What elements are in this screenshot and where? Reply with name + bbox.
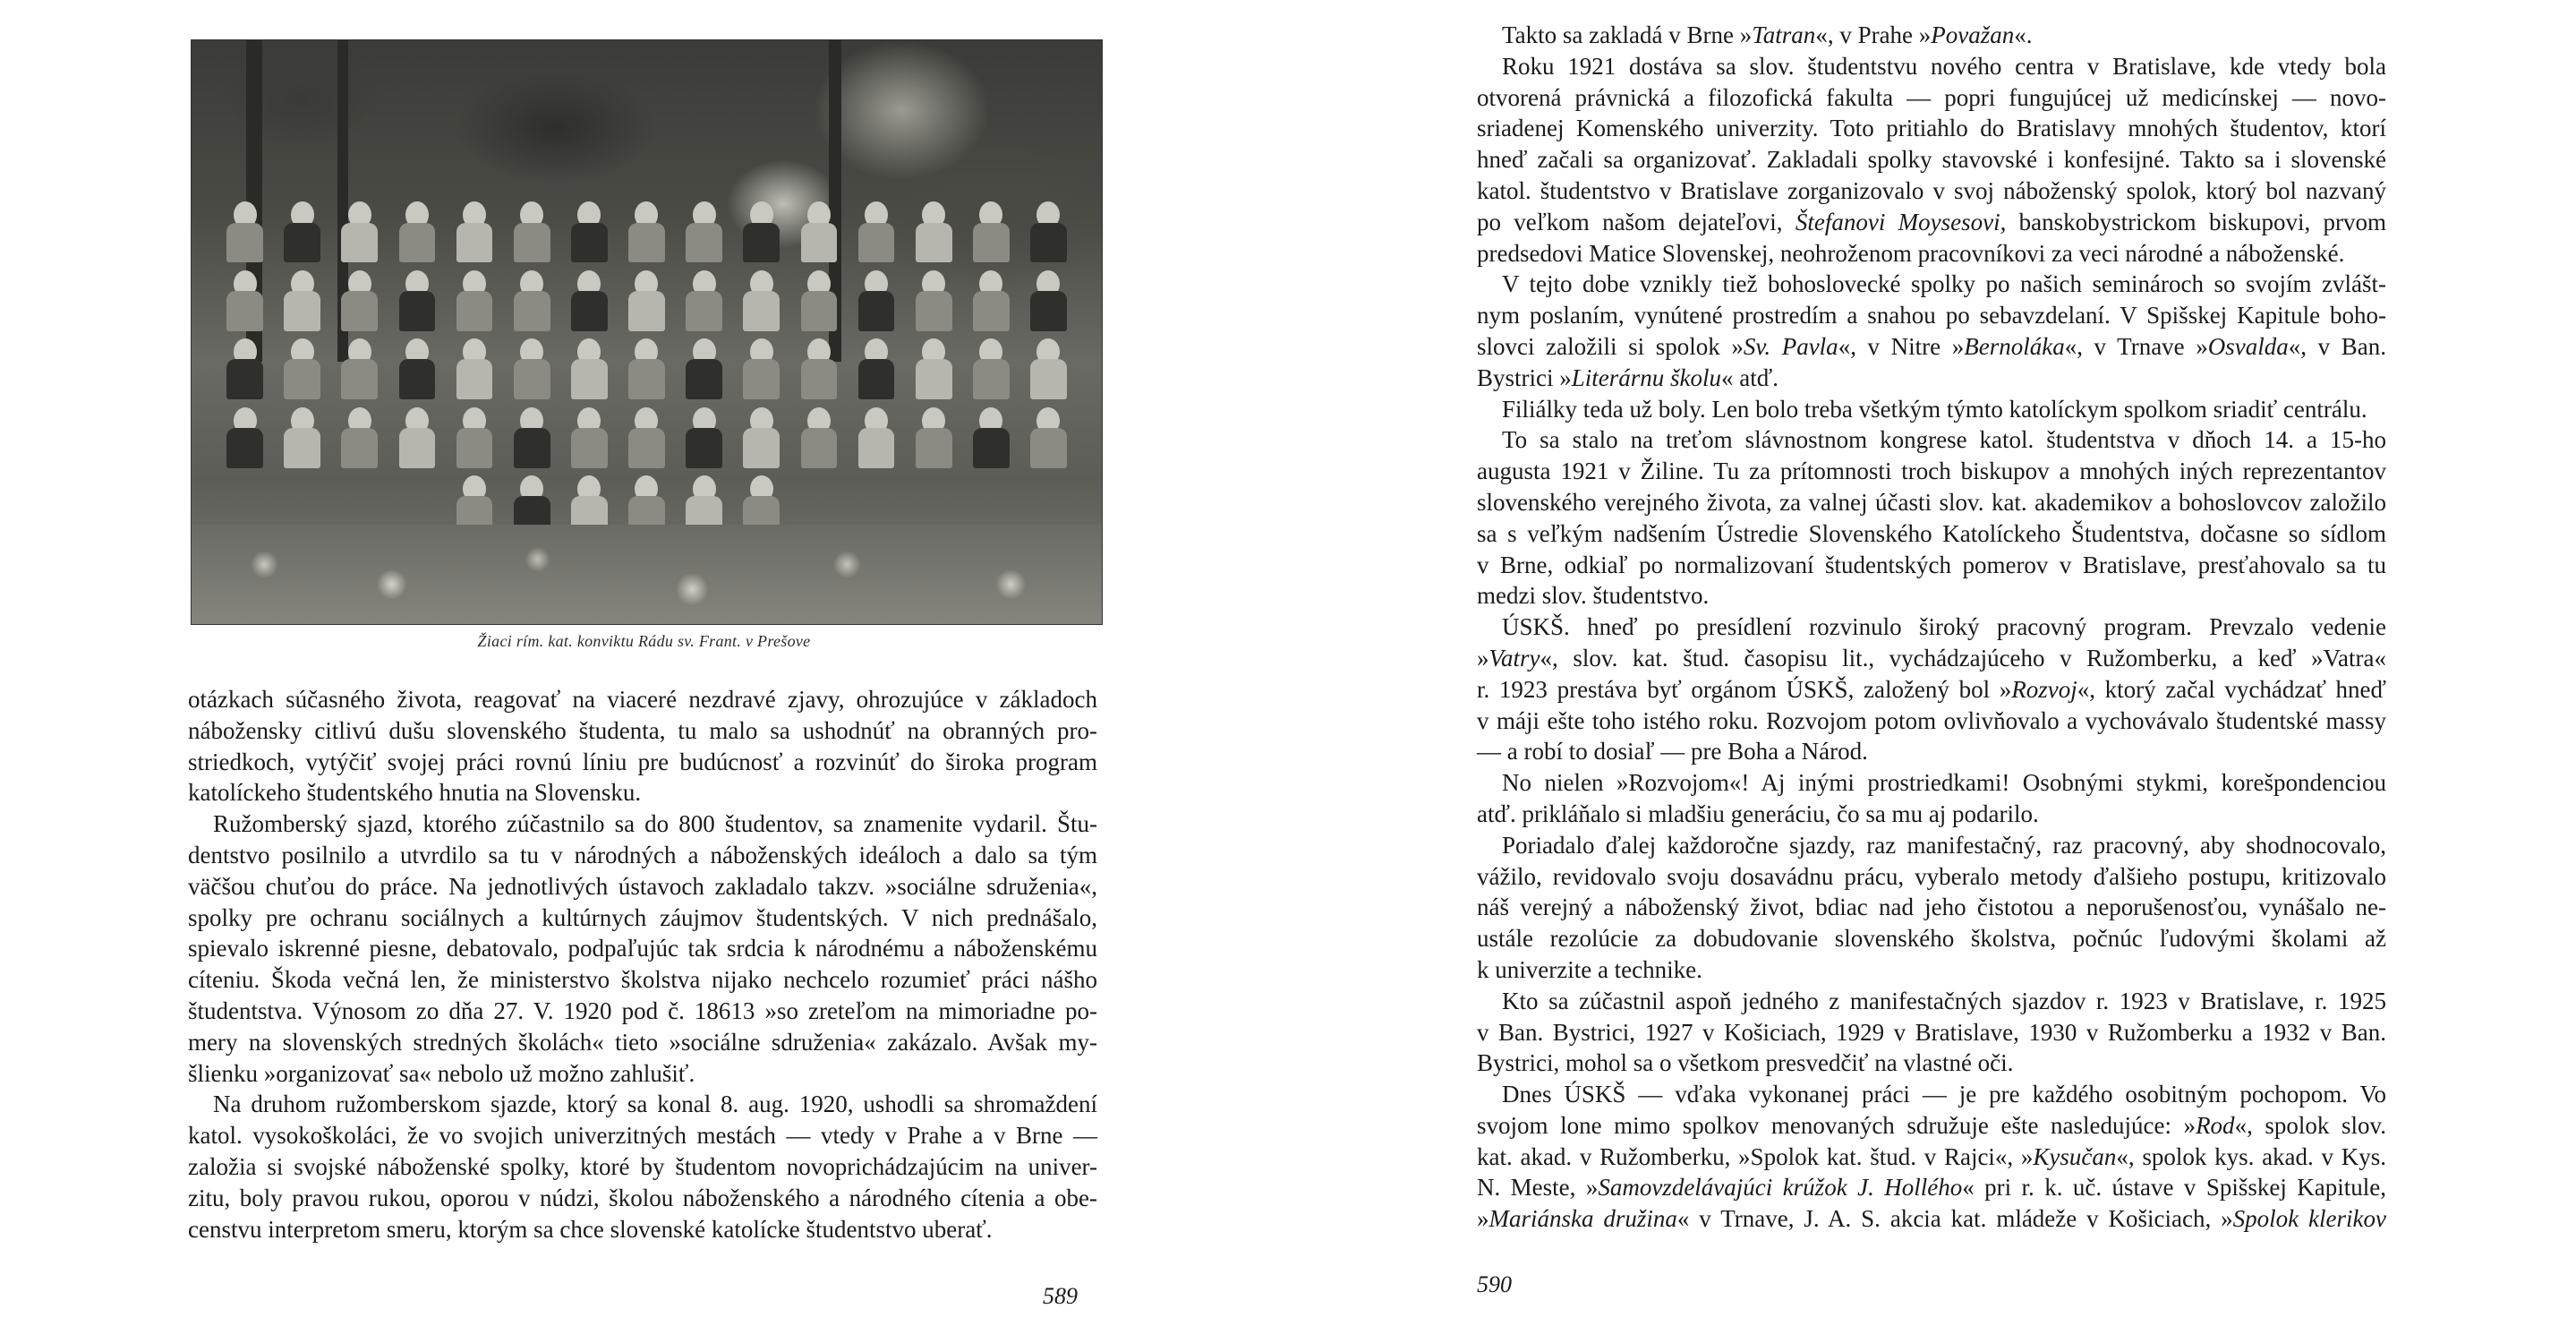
text-line: [188, 840, 1097, 871]
line-text: Takto sa zakladá v Brne »: [1502, 21, 1753, 48]
photo-person: [908, 335, 960, 399]
photo-person: [219, 198, 271, 262]
text-line: [188, 1214, 1097, 1245]
line-text: v Ban. Bystrici, 1927 v Košiciach, 1929 v Bratislave, 1930 v Ružomberku a 1932 v Ban.: [1477, 1018, 2386, 1046]
line-text: «, v Nitre »: [1838, 332, 1965, 360]
photo-person: [219, 403, 271, 467]
line-text: cíteniu. Škoda večná len, že ministerstvo školstva nijako nechcelo rozumieť práci nášho: [188, 966, 1097, 994]
text-line: [1477, 674, 2386, 706]
line-text: «, ktorý začal vychádzať hneď: [2077, 675, 2386, 703]
group-photo: [191, 39, 1103, 625]
text-line: [1477, 830, 2386, 861]
line-text: Poriadalo ďalej každoročne sjazdy, raz manifestačný, raz pracovný, aby shodnocovalo,: [1502, 831, 2386, 859]
line-text: « atď.: [1721, 364, 1778, 391]
photo-person: [908, 403, 960, 467]
line-text: augusta 1921 v Žiline. Tu za prítomnosti troch biskupov a mnohých iných reprezentantov: [1477, 458, 2386, 485]
text-line: [188, 871, 1097, 902]
line-text: Na druhom ružomberskom sjazde, ktorý sa konal 8. aug. 1920, ushodli sa shromaždení: [213, 1091, 1097, 1118]
photo-person: [850, 198, 902, 262]
italic-text: Literárnu školu: [1571, 364, 1722, 391]
line-text: katol. vysokoškoláci, že vo svojich univerzitných mestách — vtedy v Prahe a v Brne —: [188, 1122, 1097, 1150]
text-line: [1477, 1172, 2386, 1203]
text-line: [1477, 580, 2386, 612]
line-text: striedkoch, vytýčiť svojej práci rovnú líniu pre budúcnosť a rozvinúť do široka program: [188, 748, 1097, 775]
text-line: [188, 777, 1097, 808]
line-text: šlienku »organizovať sa« nebolo už možno zahlušiť.: [188, 1059, 695, 1087]
text-line: [1477, 799, 2386, 830]
left-page-text: [188, 684, 1097, 1245]
line-text: svojom lone mimo spolkov menovaných sdružuje ešte nasledujúce: »: [1477, 1111, 2196, 1139]
text-line: [1477, 954, 2386, 986]
line-text: « pri r. k. uč. ústave v Spišskej Kapitule,: [1962, 1174, 2387, 1202]
photo-person: [620, 266, 672, 330]
italic-text: Považan: [1931, 21, 2015, 48]
line-text: spievalo iskrenné piesne, debatovalo, podpaľujúc tak srdcia k národnému a náboženskému: [188, 935, 1097, 962]
line-text: nym poslaním, vynútené prostredím a snahou po sebavzdelaní. V Spišskej Kapitule boho-: [1477, 302, 2386, 329]
photo-person: [908, 266, 960, 330]
line-text: kat. akad. v Ružomberku, »Spolok kat. štud. v Rajci«, »: [1477, 1142, 2034, 1170]
photo-person: [277, 198, 328, 262]
text-line: [1477, 986, 2386, 1017]
text-line: [188, 1058, 1097, 1090]
line-text: N. Meste, »: [1477, 1174, 1599, 1202]
photo-foreground-plants: [192, 525, 1102, 624]
line-text: nábožensky citlivú dušu slovenského študenta, tu malo sa ushodnúť na obranných pro-: [188, 716, 1097, 744]
photo-person: [334, 335, 386, 399]
text-line: [1477, 892, 2386, 923]
italic-text: Spolok klerikov: [2232, 1205, 2386, 1233]
text-line: [188, 996, 1097, 1027]
photo-person: [334, 403, 386, 467]
page-number: 589: [1043, 1283, 1078, 1309]
right-page: [1288, 0, 2576, 1343]
line-text: Filiálky teda už boly. Len bolo treba všetkým týmto katolíckym spolkom sriadiť centrálu.: [1502, 395, 2367, 423]
text-line: [188, 964, 1097, 996]
photo-person: [678, 198, 730, 262]
photo-person: [678, 266, 730, 330]
text-line: [188, 1120, 1097, 1151]
text-line: [1477, 1017, 2386, 1048]
line-text: väčšou chuťou do práce. Na jednotlivých ústavoch zakladalo takzv. »sociálne sdruženia«,: [188, 872, 1097, 900]
text-line: [188, 1027, 1097, 1058]
text-line: [1477, 331, 2386, 363]
line-text: katolíckeho študentského hnutia na Slovensku.: [188, 779, 642, 807]
text-line: [1477, 1079, 2386, 1110]
line-text: V tejto dobe vznikly tiež bohoslovecké spolky po našich seminároch so svojím zvlášt-: [1502, 270, 2386, 298]
photo-person: [850, 335, 902, 399]
line-text: censtvu interpretom smeru, ktorým sa chce slovenské katolícke študentstvo uberať.: [188, 1215, 993, 1243]
photo-person: [736, 403, 788, 467]
photo-person: [1022, 266, 1074, 330]
text-line: [188, 747, 1097, 778]
line-text: medzi slov. študentstvo.: [1477, 582, 1710, 610]
photo-person: [334, 266, 386, 330]
line-text: «, slov. kat. štud. časopisu lit., vychádzajúceho v Ružomberku, a keď »Vatra«: [1540, 644, 2386, 672]
line-text: otázkach súčasného života, reagovať na viaceré nezdravé zjavy, ohrozujúce v základoch: [188, 686, 1097, 713]
line-text: ustále rezolúcie za dobudovanie slovenského školstva, počnúc ľudovými školami až: [1477, 925, 2386, 953]
line-text: náš verejný a náboženský život, bdiac nad jeho čistotou a neporušenosťou, vynášalo ne-: [1477, 894, 2386, 921]
line-text: katol. študentstvo v Bratislave zorganizovalo v svoj náboženský spolok, ktorý bol nazvaný: [1477, 176, 2386, 204]
line-text: založia si svojské náboženské spolky, ktoré by študentom novoprichádzajúcim na univer-: [188, 1152, 1097, 1180]
text-line: [1477, 456, 2386, 487]
line-text: vážilo, revidovalo svoju dosavádnu prácu, vyberalo metody ďalšieho postupu, kritizovalo: [1477, 862, 2386, 890]
text-line: [1477, 550, 2386, 581]
line-text: Dnes ÚSKŠ — vďaka vykonanej práci — je pre každého osobitným pochopom. Vo: [1502, 1081, 2386, 1108]
line-text: dentstvo posilnilo a utvrdilo sa tu v národných a náboženských ideáloch a dalo sa tým: [188, 841, 1097, 868]
line-text: atď. prikláňalo si mladšiu generáciu, čo sa mu aj podarilo.: [1477, 800, 2039, 827]
text-line: [188, 808, 1097, 840]
photo-person: [793, 198, 845, 262]
line-text: predsedovi Matice Slovenskej, neohroženom pracovníkovi za veci národné a náboženské.: [1477, 239, 2345, 267]
text-line: [1477, 612, 2386, 643]
text-line: [1477, 269, 2386, 300]
text-line: [1477, 300, 2386, 331]
line-text: Bystrici, mohol sa o všetkom presvedčiť na vlastné oči.: [1477, 1049, 2014, 1077]
photo-person: [620, 403, 672, 467]
line-text: banskobystrickom biskupovi, prvom: [2006, 208, 2387, 235]
line-text: spolky pre ochranu sociálnych a kultúrnych záujmov študentských. V nich prednášalo,: [188, 903, 1097, 931]
text-line: [188, 1151, 1097, 1183]
line-text: mery na slovenských stredných školách« tieto »sociálne sdruženia« zakázalo. Avšak my-: [188, 1028, 1097, 1056]
text-line: [1477, 113, 2386, 144]
photo-person: [965, 335, 1017, 399]
text-line: [1477, 394, 2386, 425]
photo-person: [391, 403, 443, 467]
text-line: [188, 684, 1097, 715]
photo-person: [506, 266, 558, 330]
photo-person: [563, 403, 615, 467]
page-number: 590: [1477, 1271, 1512, 1297]
photo-person: [793, 266, 845, 330]
photo-person: [506, 335, 558, 399]
line-text: k univerzite a technike.: [1477, 955, 1702, 983]
text-line: [1477, 487, 2386, 518]
line-text: sa s veľkým nadšením Ústredie Slovenského Katolíckeho Študentstva, dočasne so sídlom: [1477, 519, 2386, 547]
photo-person: [277, 266, 328, 330]
photo-person: [391, 198, 443, 262]
photo-person: [965, 403, 1017, 467]
line-text: — a robí to dosiaľ — pre Boha a Národ.: [1477, 738, 1868, 766]
line-text: « v Trnave, J. A. S. akcia kat. mládeže v Košiciach, »: [1676, 1205, 2233, 1233]
line-text: Roku 1921 dostáva sa slov. študentstvu nového centra v Bratislave, kde vtedy bola: [1502, 52, 2386, 80]
line-text: sriadenej Komenského univerzity. Toto pritiahlo do Bratislavy mnohých študentov, ktorí: [1477, 115, 2386, 142]
italic-text: Rod: [2196, 1111, 2235, 1139]
line-text: v Brne, odkiaľ po normalizovaní študentských pomerov v Bratislave, presťahovalo sa tu: [1477, 551, 2386, 578]
photo-person: [219, 335, 271, 399]
photo-person: [448, 403, 500, 467]
photo-person: [736, 335, 788, 399]
text-line: [1477, 1110, 2386, 1142]
photo-person: [793, 335, 845, 399]
line-text: «, spolok slov.: [2234, 1111, 2387, 1139]
photo-person: [277, 403, 328, 467]
text-line: [1477, 238, 2386, 269]
italic-text: Bernoláka: [1964, 332, 2065, 360]
photo-person: [506, 198, 558, 262]
photo-people: [219, 198, 1075, 536]
photo-person: [908, 198, 960, 262]
text-line: [1477, 51, 2386, 82]
text-line: [188, 1183, 1097, 1214]
text-line: [188, 1089, 1097, 1120]
text-line: [1477, 923, 2386, 954]
text-line: [1477, 1203, 2386, 1235]
photo-person: [620, 335, 672, 399]
text-line: [1477, 175, 2386, 207]
line-text: To sa stalo na treťom slávnostnom kongrese katol. študentstva v dňoch 14. a 15-ho: [1502, 426, 2386, 454]
line-text: »: [1477, 1205, 1489, 1233]
text-line: [1477, 363, 2386, 394]
line-text: «.: [2014, 21, 2033, 48]
photo-person: [1022, 335, 1074, 399]
line-text: No nielen »Rozvojom«! Aj inými prostriedkami! Osobnými stykmi, korešpondenciou: [1502, 769, 2386, 797]
line-text: »: [1477, 644, 1489, 672]
text-line: [1477, 20, 2386, 51]
line-text: ÚSKŠ. hneď po presídlení rozvinulo široký pracovný program. Prevzalo vedenie: [1502, 613, 2386, 641]
text-line: [1477, 207, 2386, 238]
italic-text: Štefanovi Moysesovi,: [1795, 208, 2007, 235]
photo-person: [850, 403, 902, 467]
text-line: [1477, 82, 2386, 114]
line-text: po veľkom našom dejateľovi,: [1477, 208, 1796, 235]
text-line: [1477, 424, 2386, 456]
photo-person: [736, 198, 788, 262]
line-text: «, spolok kys. akad. v Kys.: [2116, 1142, 2386, 1170]
line-text: v máji ešte toho istého roku. Rozvojom potom ovlivňovalo a vychovávalo študentské massy: [1477, 706, 2386, 734]
photo-person: [736, 266, 788, 330]
line-text: zitu, boly pravou rukou, oporou v núdzi, školou náboženského a národného cítenia a obe-: [188, 1184, 1097, 1211]
text-line: [1477, 1142, 2386, 1173]
photo-person: [1022, 403, 1074, 467]
italic-text: Tatran: [1752, 21, 1816, 48]
line-text: «, v Ban.: [2288, 332, 2386, 360]
photo-person: [678, 335, 730, 399]
photo-person: [448, 266, 500, 330]
line-text: «, v Trnave »: [2064, 332, 2208, 360]
photo-person: [277, 335, 328, 399]
photo-person: [391, 335, 443, 399]
text-line: [188, 933, 1097, 964]
photo-person: [678, 403, 730, 467]
line-text: študentstva. Výnosom zo dňa 27. V. 1920 pod č. 18613 »so zreteľom na mimoriadne po-: [188, 997, 1097, 1024]
line-text: «, v Prahe »: [1815, 21, 1932, 48]
italic-text: Sv. Pavla: [1743, 332, 1838, 360]
line-text: slovci založili si spolok »: [1477, 332, 1744, 360]
photo-person: [793, 403, 845, 467]
photo-person: [965, 198, 1017, 262]
text-line: [1477, 144, 2386, 175]
photo-person: [506, 403, 558, 467]
photo-person: [334, 198, 386, 262]
photo-person: [965, 266, 1017, 330]
italic-text: Vatry: [1488, 644, 1540, 672]
italic-text: Rozvoj: [2011, 675, 2077, 703]
photo-person: [1022, 198, 1074, 262]
photo-person: [448, 198, 500, 262]
line-text: Ružomberský sjazd, ktorého zúčastnilo sa do 800 študentov, sa znamenite vydaril. Štu-: [213, 810, 1097, 838]
italic-text: Kysučan: [2033, 1142, 2117, 1170]
right-page-text: [1477, 20, 2386, 1235]
line-text: hneď začali sa organizovať. Zakladali spolky stavovské i konfesijné. Takto sa i slovenské: [1477, 146, 2386, 174]
photo-person: [219, 266, 271, 330]
photo-caption: Žiaci rím. kat. konviktu Rádu sv. Frant. v Prešove: [477, 632, 811, 650]
photo-person: [850, 266, 902, 330]
photo-person: [563, 266, 615, 330]
text-line: [1477, 1048, 2386, 1079]
text-line: [188, 715, 1097, 747]
text-line: [1477, 861, 2386, 893]
line-text: r. 1923 prestáva byť orgánom ÚSKŠ, založený bol »: [1477, 675, 2012, 703]
text-line: [1477, 518, 2386, 550]
photo-person: [563, 198, 615, 262]
italic-text: Samovzdelávajúci krúžok J. Hollého: [1598, 1174, 1963, 1202]
italic-text: Osvalda: [2207, 332, 2289, 360]
line-text: otvorená právnická a filozofická fakulta — popri fungujúcej už medicínskej — novo-: [1477, 83, 2386, 111]
text-line: [1477, 767, 2386, 799]
photo-person: [620, 198, 672, 262]
photo-person: [448, 335, 500, 399]
line-text: Kto sa zúčastnil aspoň jedného z manifestačných sjazdov r. 1923 v Bratislave, r. 1925: [1502, 987, 2386, 1014]
photo-person: [563, 335, 615, 399]
text-line: [188, 902, 1097, 934]
text-line: [1477, 706, 2386, 737]
text-line: [1477, 736, 2386, 767]
line-text: Bystrici »: [1477, 364, 1572, 391]
photo-person: [391, 266, 443, 330]
italic-text: Mariánska družina: [1488, 1205, 1677, 1233]
text-line: [1477, 643, 2386, 674]
line-text: slovenského verejného života, za valnej účasti slov. kat. akademikov a bohoslovcov založilo: [1477, 488, 2386, 516]
